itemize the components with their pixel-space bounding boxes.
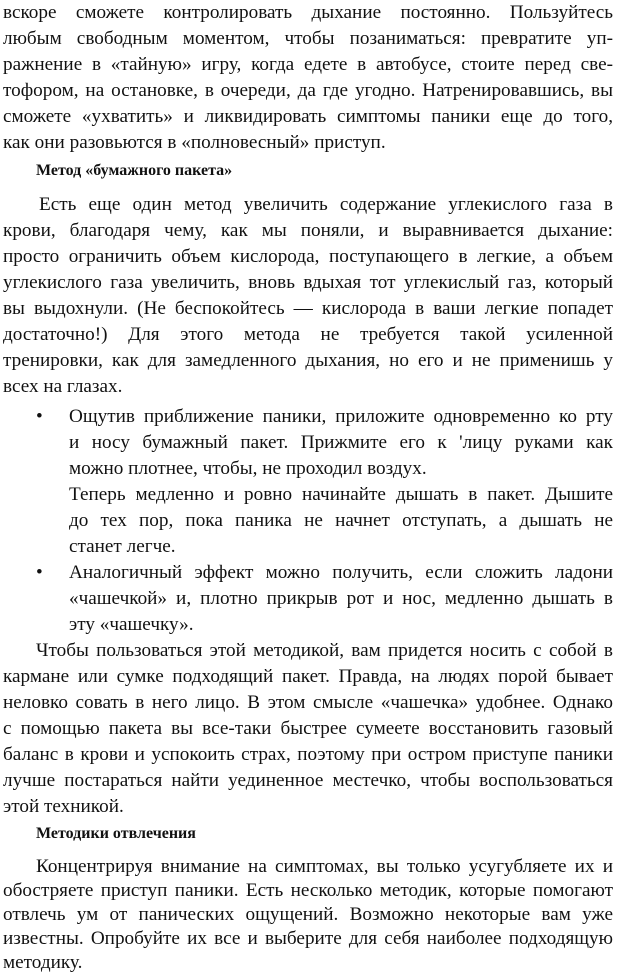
text-line: известны. Опробуйте их все и выберите для себя наиболее подходящую xyxy=(3,928,613,949)
text-line: всех на глазах. xyxy=(3,376,123,397)
section-heading: Метод «бумажного пакета» xyxy=(36,162,233,179)
text-line: вскоре сможете контролировать дыхание постоянно. Пользуйтесь xyxy=(3,2,613,23)
text-line: лучше постараться найти уединенное местечко, чтобы воспользоваться xyxy=(3,770,613,791)
text-line: до тех пор, пока паника не начнет отступать, а дышать не xyxy=(69,510,613,531)
text-line: тренировки, как для замедленного дыхания, но его и не применишь у xyxy=(3,350,613,371)
text-line: Чтобы пользоваться этой методикой, вам придется носить с собой в xyxy=(36,640,613,661)
text-line: Есть еще один метод увеличить содержание углекислого газа в xyxy=(39,194,613,215)
text-line: любым свободным моментом, чтобы позаниматься: превратите уп- xyxy=(3,28,613,49)
text-line: крови, благодаря чему, как мы поняли, и выравнивается дыхание: xyxy=(3,220,613,241)
text-line: с помощью пакета вы все-таки быстрее сумеете восстановить газовый xyxy=(3,718,613,739)
text-line: кармане или сумке подходящий пакет. Правда, на людях порой бывает xyxy=(3,666,613,687)
text-line: тофором, на остановке, в очереди, да где угодно. Натренировавшись, вы xyxy=(3,80,613,101)
text-line: можно плотнее, чтобы, не проходил воздух. xyxy=(69,458,427,479)
text-line: эту «чашечку». xyxy=(69,614,194,635)
text-line: методику. xyxy=(3,952,83,973)
text-line: «чашечкой» и, плотно прикрыв рот и нос, медленно дышать в xyxy=(69,588,613,609)
text-line: углекислого газа увеличить, вновь вдыхая тот углекислый газ, который xyxy=(3,272,613,293)
text-line: обостряете приступ паники. Есть несколько методик, которые помогают xyxy=(3,880,613,901)
text-line: станет легче. xyxy=(69,536,176,557)
bullet-marker: • xyxy=(36,562,43,583)
text-line: Аналогичный эффект можно получить, если сложить ладони xyxy=(69,562,613,583)
text-line: просто ограничить объем кислорода, поступающего в легкие, а объем xyxy=(3,246,613,267)
text-line: ражнение в «тайную» игру, когда едете в автобусе, стоите перед све- xyxy=(3,54,613,75)
bullet-marker: • xyxy=(36,406,43,427)
text-line: вы выдохнули. (Не беспокойтесь — кислорода в ваши легкие попадет xyxy=(3,298,613,319)
text-line: отвлечь ум от панических ощущений. Возможно некоторые вам уже xyxy=(3,904,613,925)
text-line: и носу бумажный пакет. Прижмите его к 'лицу руками как xyxy=(69,432,613,453)
text-line: Концентрируя внимание на симптомах, вы только усугубляете их и xyxy=(36,856,613,877)
text-line: сможете «ухватить» и ликвидировать симптомы паники еще до того, xyxy=(3,106,613,127)
section-heading: Методики отвлечения xyxy=(36,825,196,842)
text-line: Ощутив приближение паники, приложите одновременно ко рту xyxy=(69,406,613,427)
text-line: неловко совать в него лицо. В этом смысле «чашечка» удобнее. Однако xyxy=(3,692,613,713)
text-line: Теперь медленно и ровно начинайте дышать в пакет. Дышите xyxy=(69,484,613,505)
text-line: баланс в крови и успокоить страх, поэтому при остром приступе паники xyxy=(3,744,613,765)
text-line: достаточно!) Для этого метода не требуется такой усиленной xyxy=(3,324,613,345)
text-line: как они разовьются в «полновесный» приступ. xyxy=(3,132,386,153)
text-line: этой техникой. xyxy=(3,796,124,817)
